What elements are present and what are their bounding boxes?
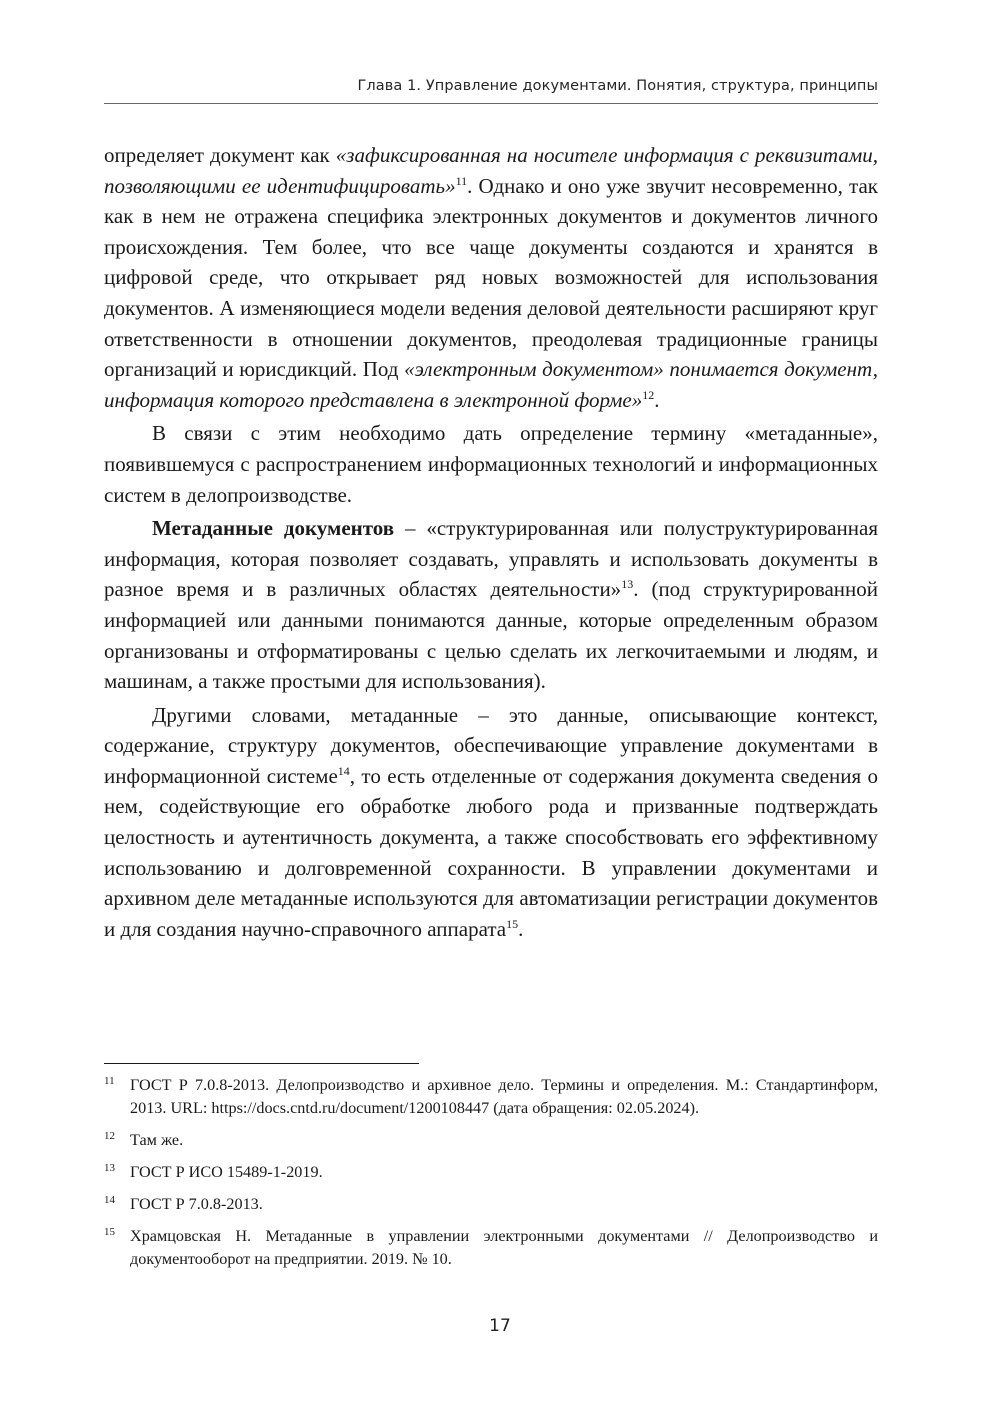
footnote-ref-13[interactable]: 13 (621, 577, 634, 592)
footnote-number: 13 (104, 1162, 115, 1174)
paragraph-text: . (654, 387, 660, 412)
term-bold: Метаданные документов (152, 516, 395, 541)
paragraph-metadata-definition (104, 513, 878, 697)
paragraph-text: – «структурированная или полуструктурированная информация, которая позволяет создавать, управлять и использовать документы в разное время и в различных областях деятельности» (104, 516, 878, 602)
paragraph-continuation (104, 140, 878, 415)
footnote-text: Там же. (130, 1131, 184, 1149)
footnotes-list (104, 1074, 878, 1280)
footnote-number: 11 (104, 1075, 115, 1087)
paragraph-text: Другими словами, метаданные – это данные, описывающие контекст, содержание, структуру документов, обеспечивающие управление документами в информационной системе (104, 702, 878, 788)
quote-italic: «зафиксированная на носителе информация с реквизитами, позволяющими ее идентифицировать» (104, 143, 879, 198)
footnote-text: ГОСТ Р 7.0.8-2013. (130, 1195, 263, 1213)
footnote-number: 15 (104, 1226, 115, 1238)
paragraph-text: . Однако и оно уже звучит несовременно, так как в нем не отражена специфика электронных документов и документов личного происхождения. Тем более, что все чаще документы создаются и хранятся в цифровой среде, что открывает ряд новых возможностей для использования документов. А изменяющиеся модели ведения деловой деятельности расширяют круг ответственности в отношении документов, преодолевая традиционные границы организаций и юрисдикций. Под (104, 173, 878, 382)
footnote-text: ГОСТ Р 7.0.8-2013. Делопроизводство и архивное дело. Термины и определения. М.: Стандартинформ, 2013. URL: https://docs.cntd.ru/document/1200108447 (дата обращения: 02.05.2024). (130, 1076, 878, 1117)
quote-italic: «электронным документом» понимается документ, информация которого представлена в электронной форме» (104, 357, 878, 412)
running-header-title: Глава 1. Управление документами. Понятия, структура, принципы (357, 78, 878, 94)
paragraph-text: В связи с этим необходимо дать определение термину «метаданные», появившемуся с распространением информационных технологий и информационных систем в делопроизводстве. (104, 421, 878, 507)
footnote-item (104, 1225, 878, 1271)
footnote-ref-12[interactable]: 12 (642, 387, 655, 402)
footnote-ref-11[interactable]: 11 (455, 173, 468, 188)
footnote-number: 12 (104, 1130, 115, 1142)
paragraph-text: , то есть отделенные от содержания документа сведения о нем, содействующие его обработке любого рода и призванные подтверждать целостность и аутентичность документа, а также способствовать его эффективному использованию и долговременной сохранности. В управлении документами и архивном деле метаданные используются для автоматизации регистрации документов и для создания научно-справочного аппарата (104, 763, 878, 941)
footnote-number: 14 (104, 1194, 115, 1206)
footnote-separator (104, 1063, 419, 1064)
body-text (104, 140, 878, 944)
paragraph-metadata-explanation (104, 700, 878, 945)
footnote-ref-15[interactable]: 15 (506, 916, 519, 931)
footnote-item (104, 1129, 878, 1152)
paragraph-text: . (518, 916, 524, 941)
footnote-ref-14[interactable]: 14 (337, 763, 350, 778)
footnote-item (104, 1074, 878, 1120)
paragraph-text: . (под структурированной информацией или данными понимаются данные, которые определенным образом организованы и отформатированы с целью сделать их легкочитаемыми и людям, и машинам, а также простыми для использования). (104, 577, 878, 694)
footnote-text: ГОСТ Р ИСО 15489-1-2019. (130, 1163, 323, 1181)
paragraph-text: определяет документ как (104, 143, 336, 167)
footnote-item (104, 1161, 878, 1184)
footnote-text: Храмцовская Н. Метаданные в управлении электронными документами // Делопроизводство и документооборот на предприятии. 2019. № 10. (130, 1227, 878, 1268)
header-rule (104, 103, 878, 104)
page-number: 17 (489, 1316, 511, 1336)
paragraph-metadata-intro (104, 418, 878, 510)
footnote-item (104, 1193, 878, 1216)
